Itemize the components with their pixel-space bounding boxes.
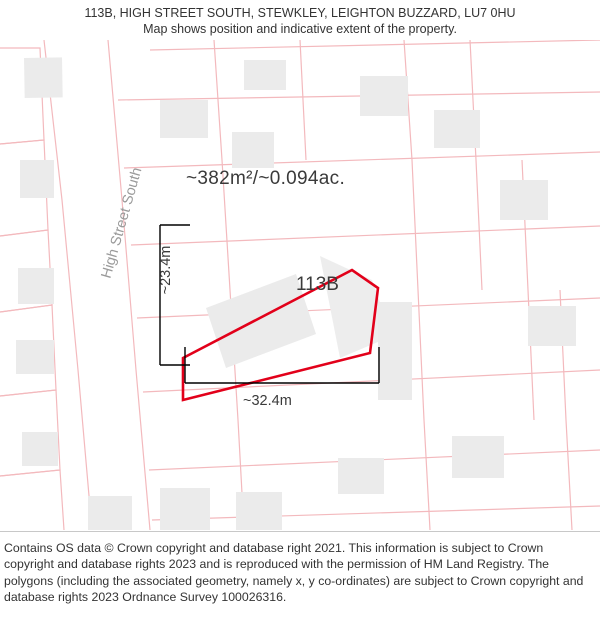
dimension-height-label: ~23.4m bbox=[158, 245, 174, 295]
copyright-text: Contains OS data © Crown copyright and database right 2021. This information is subject to Crown copyright and database rights 2023 and is reproduced with the permission of HM Land Registry. The polygons (including the associated geometry, namely x, y co-ordinates) are subject to Crown copyright and database rights 2023 Ordnance Survey 100026316. bbox=[4, 541, 584, 605]
plot-label: 113B bbox=[296, 274, 339, 295]
street-name-label: High Street South bbox=[98, 165, 146, 281]
dimension-width-label: ~32.4m bbox=[243, 393, 292, 409]
page-title: 113B, HIGH STREET SOUTH, STEWKLEY, LEIGHTON BUZZARD, LU7 0HU bbox=[84, 6, 516, 20]
map-header bbox=[0, 0, 600, 40]
map-footer bbox=[0, 531, 600, 625]
page-subtitle: Map shows position and indicative extent of the property. bbox=[143, 22, 457, 36]
area-label: ~382m²/~0.094ac. bbox=[186, 168, 346, 189]
map-canvas[interactable] bbox=[0, 40, 600, 530]
